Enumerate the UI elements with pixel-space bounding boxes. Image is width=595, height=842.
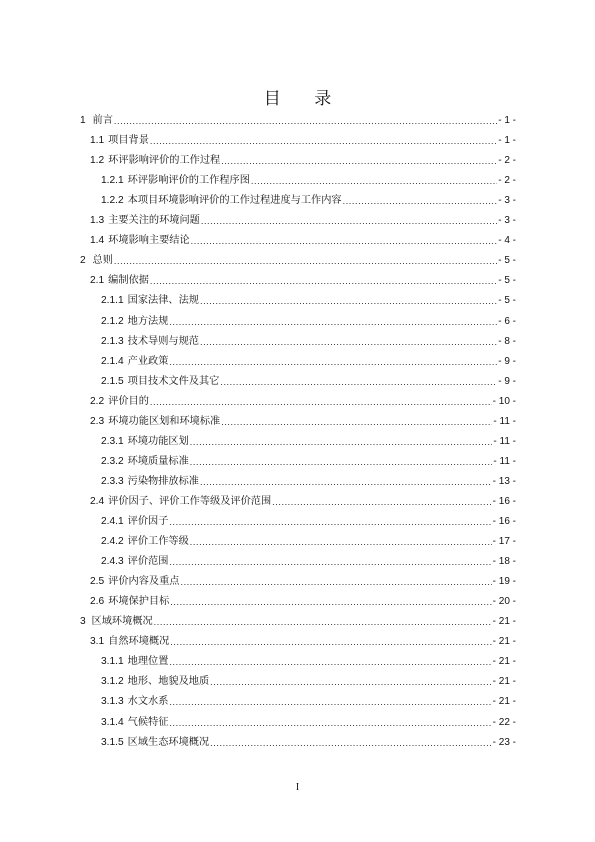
toc-entry-number: 2.1.1 [101, 295, 124, 307]
toc-entry-number: 1.2.1 [101, 175, 124, 187]
toc-leader-dots [114, 254, 497, 268]
toc-entry-number: 1.2 [90, 155, 105, 167]
toc-leader-dots [191, 234, 498, 248]
toc-leader-dots [190, 535, 492, 549]
toc-entry-number: 3.1.3 [101, 696, 124, 708]
toc-entry[interactable] [80, 232, 516, 248]
toc-entry[interactable] [80, 152, 516, 168]
toc-leader-dots [251, 174, 497, 188]
toc-leader-dots [272, 495, 491, 509]
toc-leader-dots [170, 635, 491, 649]
toc-entry-label: 环评影响评价的工作过程 [108, 155, 221, 167]
toc-entry-page: - 5 - [498, 255, 516, 267]
toc-entry-label: 地理位置 [127, 656, 169, 668]
toc-entry-page: - 18 - [492, 556, 516, 568]
toc-entry[interactable] [80, 252, 516, 268]
toc-entry[interactable] [80, 132, 516, 148]
toc-entry[interactable] [80, 693, 516, 709]
toc-entry-label: 环境功能区划 [127, 435, 189, 447]
toc-entry-number: 1.1 [90, 135, 105, 147]
toc-entry-label: 评价内容及重点 [108, 576, 180, 588]
toc-entry[interactable] [80, 573, 516, 589]
toc-entry-number: 1.2.2 [101, 195, 124, 207]
toc-entry-number: 3 [80, 616, 86, 628]
toc-entry-page: - 6 - [498, 315, 516, 327]
toc-entry-number: 2.3.3 [101, 475, 124, 487]
toc-entry-page: - 1 - [498, 135, 516, 147]
toc-entry[interactable] [80, 553, 516, 569]
toc-entry[interactable] [80, 473, 516, 489]
toc-entry-number: 2 [80, 255, 86, 267]
toc-entry-page: - 2 - [498, 175, 516, 187]
toc-leader-dots [201, 214, 497, 228]
toc-entry[interactable] [80, 292, 516, 308]
toc-leader-dots [169, 515, 491, 529]
toc-entry-label: 环境保护目标 [108, 596, 170, 608]
page-number: I [295, 782, 300, 793]
toc-leader-dots [210, 736, 491, 750]
toc-entry-number: 2.1.3 [101, 335, 124, 347]
toc-leader-dots [169, 355, 497, 369]
toc-entry[interactable] [80, 112, 516, 128]
toc-entry-page: - 9 - [498, 355, 516, 367]
toc-entry-page: - 21 - [492, 616, 516, 628]
toc-entry-number: 2.4.1 [101, 516, 124, 527]
toc-entry-label: 自然环境概况 [108, 636, 170, 648]
toc-entry-page: - 21 - [492, 656, 516, 668]
toc-entry-number: 3.1 [90, 636, 105, 648]
toc-entry-page: - 9 - [498, 375, 516, 387]
toc-entry-label: 气候特征 [127, 716, 169, 728]
toc-entry[interactable] [80, 333, 516, 349]
toc-entry-label: 评价因子 [127, 516, 169, 527]
toc-entry-label: 地形、地貌及地质 [127, 676, 210, 688]
toc-entry-label: 项目技术文件及其它 [127, 375, 220, 387]
toc-entry-number: 2.4 [90, 495, 105, 507]
toc-leader-dots [343, 194, 498, 208]
toc-entry-number: 2.5 [90, 576, 105, 588]
toc-entry-number: 2.1 [90, 275, 105, 287]
toc-entry[interactable] [80, 734, 516, 750]
toc-leader-dots [169, 695, 491, 709]
toc-entry-number: 3.1.5 [101, 736, 124, 748]
toc-entry[interactable] [80, 393, 516, 409]
toc-entry[interactable] [80, 212, 516, 228]
toc-leader-dots [150, 134, 497, 148]
toc-entry-page: - 11 - [493, 435, 516, 447]
toc-entry-number: 3.1.4 [101, 716, 124, 728]
toc-entry[interactable] [80, 453, 516, 469]
toc-entry-label: 总则 [92, 255, 113, 267]
toc-leader-dots [200, 335, 497, 349]
toc-entry[interactable] [80, 272, 516, 288]
toc-entry-page: - 8 - [498, 335, 516, 347]
toc-leader-dots [221, 154, 497, 168]
toc-entry-label: 区域生态环境概况 [127, 736, 210, 748]
toc-entry-page: - 11 - [493, 415, 516, 427]
toc-entry[interactable] [80, 653, 516, 669]
toc-entry[interactable] [80, 533, 516, 549]
toc-entry-number: 2.1.5 [101, 375, 124, 387]
toc-leader-dots [169, 716, 491, 730]
toc-entry[interactable] [80, 413, 516, 429]
toc-entry-label: 编制依据 [108, 275, 149, 287]
toc-entry-label: 项目背景 [108, 135, 149, 147]
toc-entry[interactable] [80, 493, 516, 509]
toc-entry-number: 3.1.1 [101, 656, 124, 668]
toc-entry-page: - 11 - [493, 455, 516, 467]
toc-entry-number: 1.4 [90, 235, 105, 247]
toc-entry-label: 技术导则与规范 [127, 335, 199, 347]
toc-entry-page: - 5 - [498, 295, 516, 307]
toc-entry-label: 环评影响评价的工作程序图 [127, 175, 250, 187]
toc-leader-dots [210, 675, 491, 689]
toc-leader-dots [169, 655, 491, 669]
toc-entry-label: 评价目的 [108, 395, 149, 407]
toc-entry-number: 2.4.2 [101, 536, 124, 548]
toc-entry-number: 2.3 [90, 415, 105, 427]
toc-entry-number: 1 [80, 115, 86, 126]
toc-entry-label: 地方法规 [127, 315, 169, 327]
toc-entry[interactable] [80, 433, 516, 449]
toc-entry-number: 2.3.1 [101, 435, 124, 447]
toc-entry-number: 3.1.2 [101, 676, 124, 688]
toc-entry-label: 前言 [92, 115, 113, 126]
toc-entry-page: - 16 - [492, 495, 516, 507]
toc-leader-dots [114, 114, 497, 128]
toc-entry-page: - 4 - [498, 235, 516, 247]
toc-entry-page: - 1 - [498, 115, 516, 126]
toc-entry[interactable] [80, 633, 516, 649]
toc-entry[interactable] [80, 593, 516, 609]
toc-entry-page: - 3 - [498, 195, 516, 207]
toc-entry-page: - 2 - [498, 155, 516, 167]
toc-entry-number: 2.3.2 [101, 455, 124, 467]
toc-entry[interactable] [80, 613, 516, 629]
toc-leader-dots [220, 375, 497, 389]
toc-entry-page: - 20 - [492, 596, 516, 608]
toc-entry-number: 2.1.4 [101, 355, 124, 367]
toc-entry-number: 1.3 [90, 215, 105, 227]
toc-entry[interactable] [80, 513, 516, 529]
toc-entry-label: 国家法律、法规 [127, 295, 199, 307]
toc-entry-number: 2.6 [90, 596, 105, 608]
toc-leader-dots [221, 415, 492, 429]
toc-entry-number: 2.2 [90, 395, 105, 407]
toc-entry-page: - 19 - [492, 576, 516, 588]
toc-leader-dots [154, 615, 492, 629]
toc-entry-label: 评价工作等级 [127, 536, 189, 548]
toc-entry-page: - 13 - [492, 475, 516, 487]
toc-entry-label: 环境质量标准 [127, 455, 189, 467]
toc-entry-label: 评价范围 [127, 556, 169, 568]
toc-leader-dots [169, 315, 497, 329]
toc-entry-page: - 16 - [492, 516, 516, 527]
toc-entry-label: 污染物排放标准 [127, 475, 199, 487]
toc-leader-dots [170, 595, 491, 609]
toc-entry[interactable] [80, 192, 516, 208]
toc-leader-dots [200, 475, 492, 489]
page-title: 目 录 [263, 89, 346, 109]
toc-entry-page: - 3 - [498, 215, 516, 227]
toc-entry-page: - 21 - [492, 676, 516, 688]
toc-leader-dots [200, 294, 497, 308]
toc-leader-dots [180, 575, 491, 589]
toc-entry-page: - 21 - [492, 636, 516, 648]
toc-entry[interactable] [80, 673, 516, 689]
toc-entry-page: - 17 - [492, 536, 516, 548]
toc-entry[interactable] [80, 714, 516, 730]
toc-entry-page: - 21 - [492, 696, 516, 708]
toc-entry-label: 产业政策 [127, 355, 169, 367]
toc-entry-label: 区域环境概况 [91, 616, 153, 628]
toc-entry-label: 环境功能区划和环境标准 [108, 415, 221, 427]
toc-entry-number: 2.1.2 [101, 315, 124, 327]
toc-entry-page: - 23 - [492, 736, 516, 748]
toc-entry-label: 环境影响主要结论 [108, 235, 190, 247]
toc-entry-label: 评价因子、评价工作等级及评价范围 [108, 495, 272, 507]
toc-entry-label: 水文水系 [127, 696, 169, 708]
toc-entry[interactable] [80, 373, 516, 389]
toc-leader-dots [190, 435, 493, 449]
toc-leader-dots [150, 395, 492, 409]
toc-entry-number: 2.4.3 [101, 556, 124, 568]
toc-entry-page: - 22 - [492, 716, 516, 728]
toc-leader-dots [190, 455, 493, 469]
toc-entry[interactable] [80, 353, 516, 369]
toc-leader-dots [169, 555, 491, 569]
toc-entry-page: - 5 - [498, 275, 516, 287]
toc-entry[interactable] [80, 313, 516, 329]
toc-entry[interactable] [80, 172, 516, 188]
toc-entry-label: 主要关注的环境问题 [108, 215, 200, 227]
toc-leader-dots [150, 274, 497, 288]
toc-entry-page: - 10 - [492, 395, 516, 407]
toc-entry-label: 本项目环境影响评价的工作过程进度与工作内容 [127, 195, 342, 207]
